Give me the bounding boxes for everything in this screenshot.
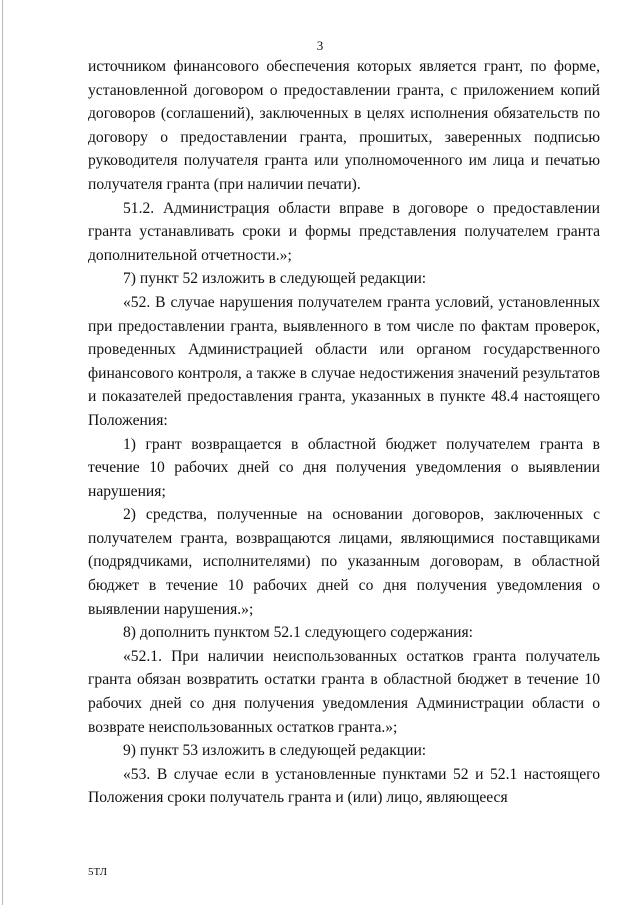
paragraph-51-2: 51.2. Администрация области вправе в договоре о предоставлении гранта устанавливать сроки и формы представления получателем гранта дополнительной отчетности.»; bbox=[88, 199, 600, 264]
paragraph-52: «52. В случае нарушения получателем гранта условий, установленных при предоставлении гранта, выявленного в том числе по фактам проверок, проведенных Администрацией области или органом государственного финансового контроля, а также в случае недостижения значений результатов и показателей предоставления гранта, указанных в пункте 48.4 настоящего Положения: bbox=[88, 293, 600, 429]
paragraph-continuation: источником финансового обеспечения которых является грант, по форме, установленной договором о предоставлении гранта, с приложением копий договоров (соглашений), заключенных в целях исполнения обязательств по договору о предоставлении гранта, прошитых, заверенных подписью руководителя получателя гранта или уполномоченного им лица и печатью получателя гранта (при наличии печати). bbox=[88, 58, 600, 193]
document-body bbox=[88, 55, 600, 810]
paragraph-item-7: 7) пункт 52 изложить в следующей редакции: bbox=[123, 270, 427, 288]
paragraph-item-9: 9) пункт 53 изложить в следующей редакции: bbox=[123, 742, 427, 760]
scan-edge bbox=[2, 0, 3, 905]
paragraph-52-1: «52.1. При наличии неиспользованных остатков гранта получатель гранта обязан возвратить остатки гранта в областной бюджет в течение 10 рабочих дней со дня получения уведомления Администрации области о возврате неиспользованных остатков гранта.»; bbox=[88, 647, 600, 736]
footer-code: 5ТЛ bbox=[88, 866, 108, 878]
paragraph-52-sub-1: 1) грант возвращается в областной бюджет получателем гранта в течение 10 рабочих дней со дня получения уведомления о выявлении нарушения; bbox=[88, 435, 600, 500]
paragraph-53: «53. В случае если в установленные пунктами 52 и 52.1 настоящего Положения сроки получатель гранта и (или) лицо, являющееся bbox=[88, 765, 600, 807]
paragraph-52-sub-2: 2) средства, полученные на основании договоров, заключенных с получателем гранта, возвращаются лицами, являющимися поставщиками (подрядчиками, исполнителями) по указанным договорам, в областной бюджет в течение 10 рабочих дней со дня получения уведомления о выявлении нарушения.»; bbox=[88, 506, 600, 618]
paragraph-item-8: 8) дополнить пунктом 52.1 следующего содержания: bbox=[123, 624, 474, 642]
page-number: 3 bbox=[316, 38, 324, 53]
